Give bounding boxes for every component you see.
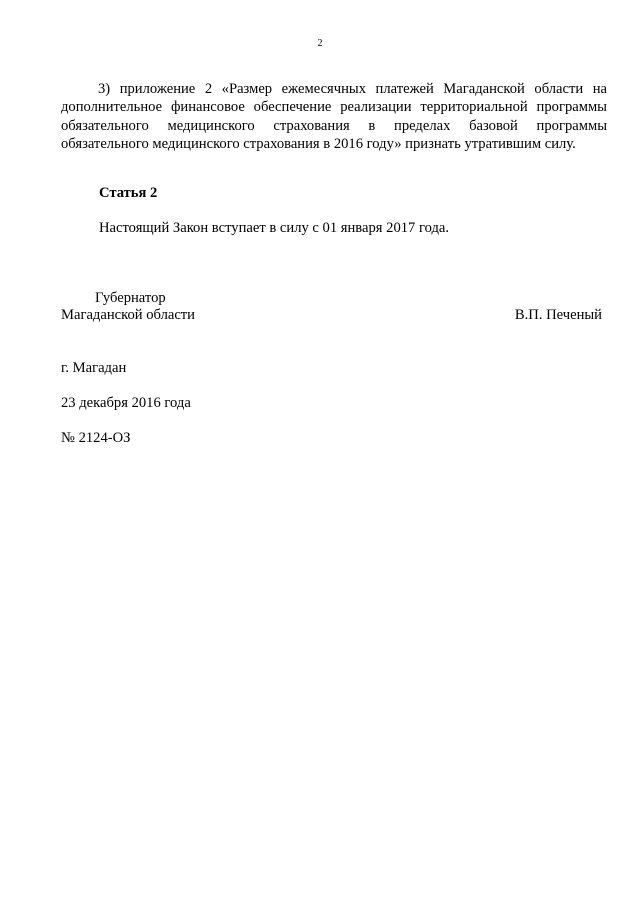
article-2-text: Настоящий Закон вступает в силу с 01 января 2017 года. <box>99 220 450 236</box>
item-3-paragraph: 3) приложение 2 «Размер ежемесячных платежей Магаданской области на дополнительное финансовое обеспечение реализации территориальной программы обязательного медицинского страхования в пределах базовой программы обязательного медицинского страхования в 2016 году» признать утратившим силу. <box>61 81 607 152</box>
page-number: 2 <box>317 38 323 49</box>
signatory-title: Губернатор <box>95 290 166 306</box>
article-2-heading: Статья 2 <box>99 185 158 201</box>
place-of-signing: г. Магадан <box>61 360 127 376</box>
signatory-region: Магаданской области <box>61 307 195 323</box>
law-number: № 2124-ОЗ <box>61 430 131 446</box>
signatory-name: В.П. Печеный <box>514 307 602 323</box>
date-of-signing: 23 декабря 2016 года <box>61 395 191 411</box>
